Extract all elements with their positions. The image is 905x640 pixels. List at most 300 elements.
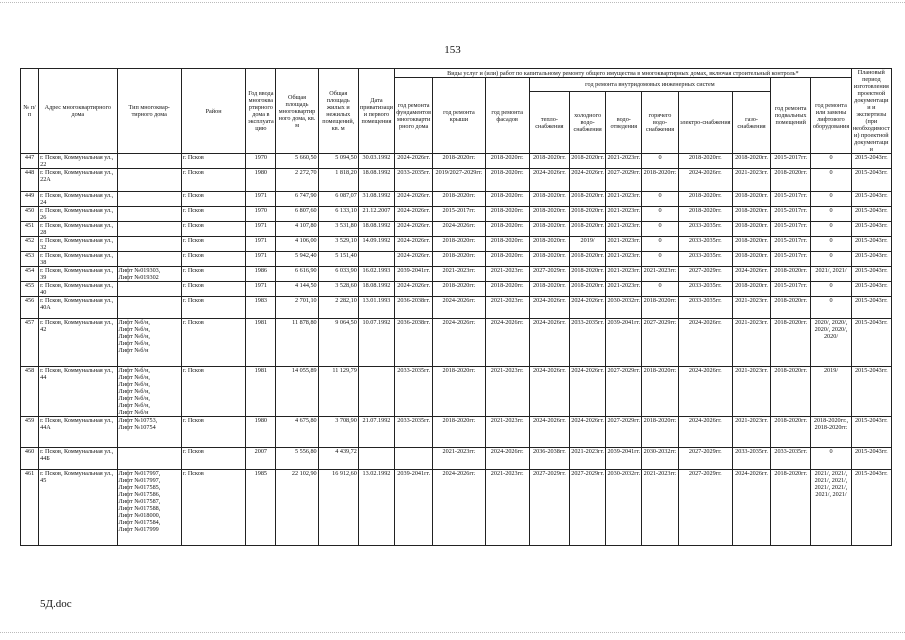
row-year: 1980 (246, 169, 276, 192)
row-fund-repair: 2024-2026гг. (395, 252, 433, 267)
row-lifts (117, 169, 181, 192)
table-body (21, 154, 892, 546)
row-total-area: 4 675,80 (276, 417, 318, 448)
row-planned: 2015-2043гг. (851, 192, 891, 207)
row-year: 1971 (246, 252, 276, 267)
row-facade: 2018-2020гг. (485, 154, 529, 169)
lift-entry: Лифт №019303, (118, 267, 161, 274)
header-facade: год ремонта фасадов (485, 78, 529, 154)
row-number: 452 (21, 237, 39, 252)
row-roof: 2018-2020гг. (433, 367, 485, 417)
row-cold-water: 2018-2020гг. (570, 207, 606, 222)
row-cold-water: 2018-2020гг. (570, 154, 606, 169)
row-lifts (117, 297, 181, 319)
row-heat: 2018-2020гг. (529, 282, 569, 297)
row-lift-repair: 0 (811, 297, 851, 319)
row-planned: 2015-2043гг. (851, 169, 891, 192)
row-gas: 2021-2023гг. (732, 417, 770, 448)
row-basement: 2015-2017гг. (771, 192, 811, 207)
row-drainage: 2027-2029гг. (606, 169, 642, 192)
row-living-area: 5 094,50 (318, 154, 358, 169)
row-address: г. Псков, Коммунальная ул., 26 (39, 207, 117, 222)
row-lift-repair: 2019/ (811, 367, 851, 417)
row-cold-water: 2024-2026гг. (570, 169, 606, 192)
row-drainage: 2021-2023гг. (606, 252, 642, 267)
row-roof: 2019/2027-2029гг. (433, 169, 485, 192)
row-planned: 2015-2043гг. (851, 237, 891, 252)
row-number: 448 (21, 169, 39, 192)
row-total-area: 6 807,60 (276, 207, 318, 222)
header-gas: газо-снабжения (732, 92, 770, 154)
row-address: г. Псков, Коммунальная ул., 42 (39, 319, 117, 367)
row-planned: 2015-2043гг. (851, 297, 891, 319)
lift-entry: Лифт №017584, (118, 519, 161, 526)
row-hot-water: 2027-2029гг. (642, 319, 678, 367)
lift-entry: Лифт №б/н, (118, 395, 150, 402)
row-drainage: 2027-2029гг. (606, 417, 642, 448)
row-gas: 2021-2023гг. (732, 169, 770, 192)
row-privatization: 31.08.1992 (358, 192, 394, 207)
row-roof: 2018-2020гг. (433, 154, 485, 169)
row-district: г. Псков (181, 267, 245, 282)
row-facade: 2018-2020гг. (485, 169, 529, 192)
header-fund-repair: год ремонта фундаментов многоквартирного дома (395, 78, 433, 154)
row-district: г. Псков (181, 282, 245, 297)
row-electric: 2024-2026гг. (678, 417, 732, 448)
row-living-area: 3 708,90 (318, 417, 358, 448)
table-row (21, 222, 892, 237)
row-roof: 2024-2026гг. (433, 297, 485, 319)
lift-entry: Лифт №017587, (118, 498, 161, 505)
row-cold-water: 2018-2020гг. (570, 222, 606, 237)
row-basement: 2033-2035гг. (771, 448, 811, 470)
row-heat: 2018-2020гг. (529, 252, 569, 267)
row-planned: 2015-2043гг. (851, 470, 891, 546)
row-gas: 2024-2026гг. (732, 267, 770, 282)
row-district: г. Псков (181, 319, 245, 367)
row-electric: 2018-2020гг. (678, 207, 732, 222)
lift-entry: Лифт №017997, (118, 477, 161, 484)
lift-entry: Лифт №б/н (118, 347, 149, 354)
row-heat: 2018-2020гг. (529, 192, 569, 207)
lift-entry: Лифт №б/н (118, 409, 149, 416)
row-lifts (117, 367, 181, 417)
row-roof: 2018-2020гг. (433, 252, 485, 267)
row-privatization: 13.02.1992 (358, 470, 394, 546)
scan-edge-bottom (0, 632, 905, 636)
row-lifts (117, 282, 181, 297)
row-number: 460 (21, 448, 39, 470)
row-cold-water: 2024-2026гг. (570, 297, 606, 319)
row-heat: 2024-2026гг. (529, 319, 569, 367)
row-electric: 2033-2035гг. (678, 252, 732, 267)
row-basement: 2018-2020гг. (771, 297, 811, 319)
lift-entry: Лифт №б/н, (118, 374, 150, 381)
row-heat: 2024-2026гг. (529, 367, 569, 417)
lift-entry: Лифт №10754 (118, 424, 156, 431)
row-fund-repair: 2039-2041гг. (395, 267, 433, 282)
header-hot-water: горячего водо-снабжения (642, 92, 678, 154)
table-row (21, 417, 892, 448)
row-hot-water: 2021-2023гг. (642, 267, 678, 282)
row-hot-water: 0 (642, 237, 678, 252)
row-drainage: 2021-2023гг. (606, 267, 642, 282)
header-district: Район (181, 69, 245, 154)
row-district: г. Псков (181, 222, 245, 237)
row-living-area: 9 064,50 (318, 319, 358, 367)
row-year: 1970 (246, 154, 276, 169)
row-facade: 2018-2020гг. (485, 192, 529, 207)
row-drainage: 2039-2041гг. (606, 319, 642, 367)
table-row (21, 154, 892, 169)
row-lift-repair: 2020/, 2020/, 2020/, 2020/, 2020/ (811, 319, 851, 367)
row-hot-water: 2018-2020гг. (642, 417, 678, 448)
row-number: 461 (21, 470, 39, 546)
row-basement: 2018-2020гг. (771, 417, 811, 448)
row-fund-repair (395, 448, 433, 470)
row-year: 1980 (246, 417, 276, 448)
lift-entry: Лифт №б/н, (118, 319, 150, 326)
row-gas: 2033-2035гг. (732, 448, 770, 470)
row-cold-water: 2033-2035гг. (570, 319, 606, 367)
row-district: г. Псков (181, 207, 245, 222)
row-heat: 2018-2020гг. (529, 237, 569, 252)
row-gas: 2024-2026гг. (732, 470, 770, 546)
row-hot-water: 2018-2020гг. (642, 169, 678, 192)
row-cold-water: 2021-2023гг. (570, 448, 606, 470)
row-address: г. Псков, Коммунальная ул., 40А (39, 297, 117, 319)
row-living-area: 16 912,60 (318, 470, 358, 546)
row-roof: 2018-2020гг. (433, 282, 485, 297)
row-heat: 2018-2020гг. (529, 222, 569, 237)
row-privatization: 18.08.1992 (358, 282, 394, 297)
row-cold-water: 2024-2026гг. (570, 367, 606, 417)
row-heat: 2018-2020гг. (529, 154, 569, 169)
row-electric: 2033-2035гг. (678, 237, 732, 252)
row-hot-water: 2021-2023гг. (642, 470, 678, 546)
row-basement: 2018-2020гг. (771, 470, 811, 546)
capital-repair-table (20, 68, 892, 546)
row-facade: 2018-2020гг. (485, 252, 529, 267)
row-heat: 2036-2038гг. (529, 448, 569, 470)
row-fund-repair: 2024-2026гг. (395, 192, 433, 207)
row-living-area: 6 087,07 (318, 192, 358, 207)
row-district: г. Псков (181, 192, 245, 207)
row-fund-repair: 2024-2026гг. (395, 154, 433, 169)
row-basement: 2018-2020гг. (771, 169, 811, 192)
row-year: 1986 (246, 267, 276, 282)
row-cold-water: 2018-2020гг. (570, 192, 606, 207)
row-privatization: 13.01.1993 (358, 297, 394, 319)
row-electric: 2024-2026гг. (678, 169, 732, 192)
row-total-area: 5 556,80 (276, 448, 318, 470)
row-year: 1981 (246, 319, 276, 367)
row-living-area: 4 439,72 (318, 448, 358, 470)
header-services-group: Виды услуг и (или) работ по капитальному ремонту общего имущества в многоквартирных домах, включая строительный контроль* (395, 69, 852, 78)
row-living-area: 3 528,60 (318, 282, 358, 297)
header-drainage: водо-отведения (606, 92, 642, 154)
row-planned: 2015-2043гг. (851, 154, 891, 169)
row-year: 1971 (246, 282, 276, 297)
row-total-area: 11 878,80 (276, 319, 318, 367)
row-district: г. Псков (181, 297, 245, 319)
row-year: 1981 (246, 367, 276, 417)
row-drainage: 2021-2023гг. (606, 154, 642, 169)
row-total-area: 2 272,70 (276, 169, 318, 192)
header-planned-period: Плановый период изготовления проектной документации и экспертизы (при необходимости) проектной документации (852, 69, 890, 153)
row-hot-water: 0 (642, 252, 678, 267)
row-number: 455 (21, 282, 39, 297)
row-privatization: 18.08.1992 (358, 222, 394, 237)
row-electric: 2027-2029гг. (678, 267, 732, 282)
row-gas: 2018-2020гг. (732, 154, 770, 169)
table-row (21, 367, 892, 417)
row-gas: 2021-2023гг. (732, 319, 770, 367)
header-address: Адрес многоквартирного дома (39, 69, 117, 154)
row-district: г. Псков (181, 154, 245, 169)
row-basement: 2015-2017гг. (771, 207, 811, 222)
row-total-area: 6 616,90 (276, 267, 318, 282)
table-row (21, 297, 892, 319)
row-roof: 2024-2026гг. (433, 470, 485, 546)
table-row (21, 319, 892, 367)
header-total-area: Общая площадь многоквартирного дома, кв. м (276, 69, 318, 154)
row-district: г. Псков (181, 367, 245, 417)
row-hot-water: 0 (642, 192, 678, 207)
row-drainage: 2021-2023гг. (606, 237, 642, 252)
row-privatization: 18.08.1992 (358, 169, 394, 192)
row-cold-water: 2019/ (570, 237, 606, 252)
row-number: 449 (21, 192, 39, 207)
row-lifts (117, 154, 181, 169)
row-lifts (117, 417, 181, 448)
row-facade: 2021-2023гг. (485, 470, 529, 546)
row-lift-repair: 2021/, 2021/, 2021/, 2021/, 2021/, 2021/, 2021/, 2021/ (811, 470, 851, 546)
row-facade: 2024-2026гг. (485, 319, 529, 367)
row-basement: 2018-2020гг. (771, 367, 811, 417)
row-facade: 2021-2023гг. (485, 417, 529, 448)
row-year: 1971 (246, 237, 276, 252)
row-total-area: 14 055,89 (276, 367, 318, 417)
row-gas: 2018-2020гг. (732, 207, 770, 222)
row-basement: 2015-2017гг. (771, 282, 811, 297)
row-fund-repair: 2024-2026гг. (395, 282, 433, 297)
row-roof: 2021-2023гг. (433, 267, 485, 282)
row-hot-water: 2018-2020гг. (642, 367, 678, 417)
row-cold-water: 2027-2029гг. (570, 470, 606, 546)
row-lifts (117, 319, 181, 367)
row-planned: 2015-2043гг. (851, 282, 891, 297)
row-gas: 2018-2020гг. (732, 237, 770, 252)
row-address: г. Псков, Коммунальная ул., 28 (39, 222, 117, 237)
row-drainage: 2021-2023гг. (606, 282, 642, 297)
row-privatization (358, 252, 394, 267)
row-electric: 2027-2029гг. (678, 470, 732, 546)
row-hot-water: 2018-2020гг. (642, 297, 678, 319)
row-cold-water: 2018-2020гг. (570, 252, 606, 267)
row-living-area: 11 129,79 (318, 367, 358, 417)
row-number: 458 (21, 367, 39, 417)
row-electric: 2033-2035гг. (678, 282, 732, 297)
row-living-area: 2 282,10 (318, 297, 358, 319)
row-district: г. Псков (181, 417, 245, 448)
row-electric: 2018-2020гг. (678, 192, 732, 207)
row-total-area: 5 942,40 (276, 252, 318, 267)
row-planned: 2015-2043гг. (851, 222, 891, 237)
row-lift-repair: 0 (811, 207, 851, 222)
row-roof: 2018-2020гг. (433, 417, 485, 448)
row-privatization: 21.12.2007 (358, 207, 394, 222)
row-number: 457 (21, 319, 39, 367)
row-drainage: 2027-2029гг. (606, 367, 642, 417)
row-lifts (117, 448, 181, 470)
row-electric: 2033-2035гг. (678, 222, 732, 237)
lift-entry: Лифт №б/н, (118, 388, 150, 395)
row-address: г. Псков, Коммунальная ул., 44А (39, 417, 117, 448)
row-heat: 2024-2026гг. (529, 297, 569, 319)
row-lift-repair: 0 (811, 192, 851, 207)
table-row (21, 267, 892, 282)
row-fund-repair: 2036-2038гг. (395, 297, 433, 319)
row-heat: 2018-2020гг. (529, 207, 569, 222)
lift-entry: Лифт №017997, (118, 470, 161, 477)
row-drainage: 2039-2041гг. (606, 448, 642, 470)
lift-entry: Лифт №017585, (118, 484, 161, 491)
row-fund-repair: 2033-2035гг. (395, 417, 433, 448)
row-address: г. Псков, Коммунальная ул., 45 (39, 470, 117, 546)
row-basement: 2015-2017гг. (771, 252, 811, 267)
header-num: № п/п (21, 69, 39, 154)
row-basement: 2015-2017гг. (771, 154, 811, 169)
row-living-area: 6 033,90 (318, 267, 358, 282)
row-number: 456 (21, 297, 39, 319)
row-living-area: 5 151,40 (318, 252, 358, 267)
row-total-area: 5 660,50 (276, 154, 318, 169)
row-planned: 2015-2043гг. (851, 319, 891, 367)
row-lifts (117, 252, 181, 267)
row-address: г. Псков, Коммунальная ул., 24 (39, 192, 117, 207)
row-total-area: 6 747,90 (276, 192, 318, 207)
row-year: 1983 (246, 297, 276, 319)
row-planned: 2015-2043гг. (851, 207, 891, 222)
row-basement: 2015-2017гг. (771, 222, 811, 237)
row-lifts (117, 222, 181, 237)
row-total-area: 4 106,00 (276, 237, 318, 252)
row-electric: 2024-2026гг. (678, 319, 732, 367)
row-address: г. Псков, Коммунальная ул., 44Б (39, 448, 117, 470)
row-district: г. Псков (181, 252, 245, 267)
row-planned: 2015-2043гг. (851, 448, 891, 470)
row-lift-repair: 0 (811, 222, 851, 237)
row-electric: 2018-2020гг. (678, 154, 732, 169)
table-row (21, 252, 892, 267)
scan-edge-top (0, 2, 905, 6)
row-heat: 2024-2026гг. (529, 417, 569, 448)
header-privatization: Дата приватизации первого помещения (358, 69, 394, 154)
header-lift-repair: год ремонта или замены лифтового оборудования (811, 78, 851, 154)
row-privatization (358, 367, 394, 417)
row-facade: 2018-2020гг. (485, 237, 529, 252)
row-living-area: 3 529,10 (318, 237, 358, 252)
row-lifts (117, 470, 181, 546)
row-lifts (117, 237, 181, 252)
row-total-area: 4 144,50 (276, 282, 318, 297)
row-privatization: 14.09.1992 (358, 237, 394, 252)
row-gas: 2018-2020гг. (732, 192, 770, 207)
row-lift-repair: 0 (811, 237, 851, 252)
row-lifts (117, 207, 181, 222)
row-roof: 2024-2026гг. (433, 319, 485, 367)
row-electric: 2033-2035гг. (678, 297, 732, 319)
row-facade: 2021-2023гг. (485, 367, 529, 417)
row-drainage: 2021-2023гг. (606, 222, 642, 237)
header-cold-water: холодного водо-снабжения (570, 92, 606, 154)
page-number: 153 (444, 44, 461, 56)
row-basement: 2018-2020гг. (771, 267, 811, 282)
row-district: г. Псков (181, 448, 245, 470)
row-number: 451 (21, 222, 39, 237)
row-gas: 2018-2020гг. (732, 252, 770, 267)
row-facade: 2018-2020гг. (485, 207, 529, 222)
row-total-area: 4 107,80 (276, 222, 318, 237)
row-number: 447 (21, 154, 39, 169)
lift-entry: Лифт №б/н, (118, 402, 150, 409)
row-district: г. Псков (181, 169, 245, 192)
row-lift-repair: 0 (811, 154, 851, 169)
row-planned: 2015-2043гг. (851, 417, 891, 448)
lift-entry: Лифт №б/н, (118, 367, 150, 374)
header-heat: тепло-снабжения (529, 92, 569, 154)
row-hot-water: 2030-2032гг. (642, 448, 678, 470)
table-row (21, 207, 892, 222)
header-electric: электро-снабжения (678, 92, 732, 154)
row-lift-repair: 2021/, 2021/ (811, 267, 851, 282)
row-hot-water: 0 (642, 222, 678, 237)
row-fund-repair: 2024-2026гг. (395, 237, 433, 252)
table-row (21, 282, 892, 297)
lift-entry: Лифт №б/н, (118, 340, 150, 347)
lift-entry: Лифт №017999 (118, 526, 159, 533)
row-planned: 2015-2043гг. (851, 267, 891, 282)
row-drainage: 2021-2023гг. (606, 207, 642, 222)
row-lift-repair: 0 (811, 169, 851, 192)
row-fund-repair: 2036-2038гг. (395, 319, 433, 367)
row-lifts (117, 267, 181, 282)
row-facade: 2021-2023гг. (485, 297, 529, 319)
row-lift-repair: 0 (811, 448, 851, 470)
row-planned: 2015-2043гг. (851, 252, 891, 267)
row-address: г. Псков, Коммунальная ул., 22А (39, 169, 117, 192)
row-lifts (117, 192, 181, 207)
lift-entry: Лифт №018000, (118, 512, 161, 519)
lift-entry: Лифт №б/н, (118, 333, 150, 340)
row-living-area: 6 133,10 (318, 207, 358, 222)
row-facade: 2021-2023гг. (485, 267, 529, 282)
row-roof: 2021-2023гг. (433, 448, 485, 470)
row-address: г. Псков, Коммунальная ул., 32 (39, 237, 117, 252)
row-year: 1971 (246, 192, 276, 207)
row-privatization: 10.07.1992 (358, 319, 394, 367)
row-drainage: 2030-2032гг. (606, 470, 642, 546)
row-electric: 2027-2029гг. (678, 448, 732, 470)
row-gas: 2021-2023гг. (732, 297, 770, 319)
row-privatization: 30.03.1992 (358, 154, 394, 169)
row-cold-water: 2018-2020гг. (570, 282, 606, 297)
row-drainage: 2021-2023гг. (606, 192, 642, 207)
footer-filename: 5Д.doc (40, 598, 72, 610)
row-fund-repair: 2033-2035гг. (395, 367, 433, 417)
row-privatization (358, 448, 394, 470)
